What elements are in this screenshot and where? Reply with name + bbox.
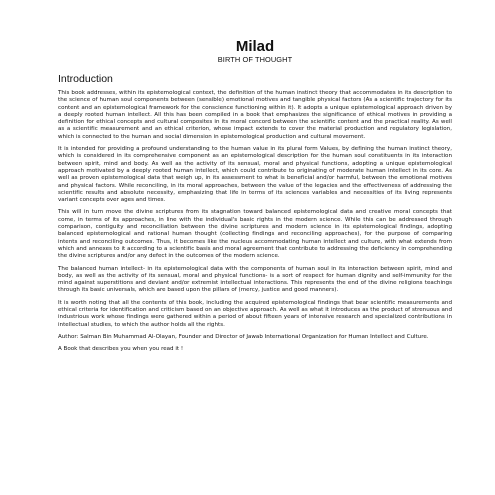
paragraph: It is worth noting that all the contents of this book, including the acquired epistemological findings that bear scientific measurements and ethical criteria for identification and criticism based on an objective approach. As well as what it introduces as the product of strenuous and industrious work whose findings were gathered within a period of about fifteen years of intensive research and specialized contributions in intellectual studies, to which the author holds all the rights.: [58, 299, 452, 328]
author-line: Author: Salman Bin Muhammad Al-Olayan, Founder and Director of Jawab International Organization for Human Intellect and Culture.: [58, 333, 429, 340]
paragraph: This will in turn move the divine scriptures from its stagnation toward balanced epistemological data and creative moral concepts that come, in terms of its approaches, in line with the individual's basic rights in the modern science. While this can be addressed through comparison, contiguity and reconciliation between the divine scriptures and modern science in its epistemological findings, adopting balanced epistemological and rational human thought (collecting findings and reconciling approaches), for the purpose of comparing intents and reconciling outcomes. Thus, it becomes like the nucleus accommodating human intellect and culture, with what extends from which and annexes to it according to a scientific basis and moral agreement that contribute to addressing the deficiency in comprehending the divine scriptures and/or any defect in the outcomes of the modern science.: [58, 209, 452, 260]
book-title: Milad: [235, 38, 275, 55]
paragraph: The balanced human intellect- in its epistemological data with the components of human soul in its interaction between spirit, mind and body, as well as the activity of its sensual, moral and physical functions- is a sort of respect for human dignity and self-immunity for the mind against superstitions and deviant and/or extremist intellectual interactions. This represents the end of the divine religions teachings through its basic universals, which are based upon the pillars of (mercy, justice and good manners).: [58, 265, 452, 294]
paragraph: It is intended for providing a profound understanding to the human value in its plural form Values, by defining the human instinct theory, which is considered in its comprehensive component as an epistemological description for the human soul constituents in its interaction between spirit, mind and body. As well as the activity of its sensual, moral and physical functions, adopting a unique epistemological approach motivated by a deeply rooted human intellect, which could contribute to originating of moderate human intellect in its core. As well as proven epistemological data that weigh up, in its assessment to what is beneficial and/or harmful, between the emotional motives and physical factors. While reconciling, in its moral approaches, between the value of the legacies and the effectiveness of addressing the scientific results and absolute necessity, emphasizing that life in terms of its sciences variables and necessities of its living represents variant concepts over ages and times.: [58, 146, 452, 204]
paragraph: This book addresses, within its epistemological context, the definition of the human instinct theory that accommodates in its description to the science of human soul components between (sensible) emotional motives and tangible physical factors (As a scientific trajectory for its content and an epistemological framework for the conscience functioning within it). It adopts a unique epistemological approach driven by a deeply rooted human intellect. All this has been compiled in a book that emphasizes the significance of ethical motives in providing a definition for ethical concepts and cultural composites in its moral concord between the scientific content and the practical reality. As well as a scientific measurement and an ethical criterion, whose impact extends to cover the material production and regulatory legislation, which is connected to the human and social dimension in epistemological production and cultural movement.: [58, 90, 452, 140]
section-heading-introduction: Introduction: [58, 73, 113, 85]
book-subtitle: BIRTH OF THOUGHT: [217, 55, 293, 64]
tagline: A Book that describes you when you read it !: [58, 346, 184, 353]
document-page: [58, 38, 452, 354]
